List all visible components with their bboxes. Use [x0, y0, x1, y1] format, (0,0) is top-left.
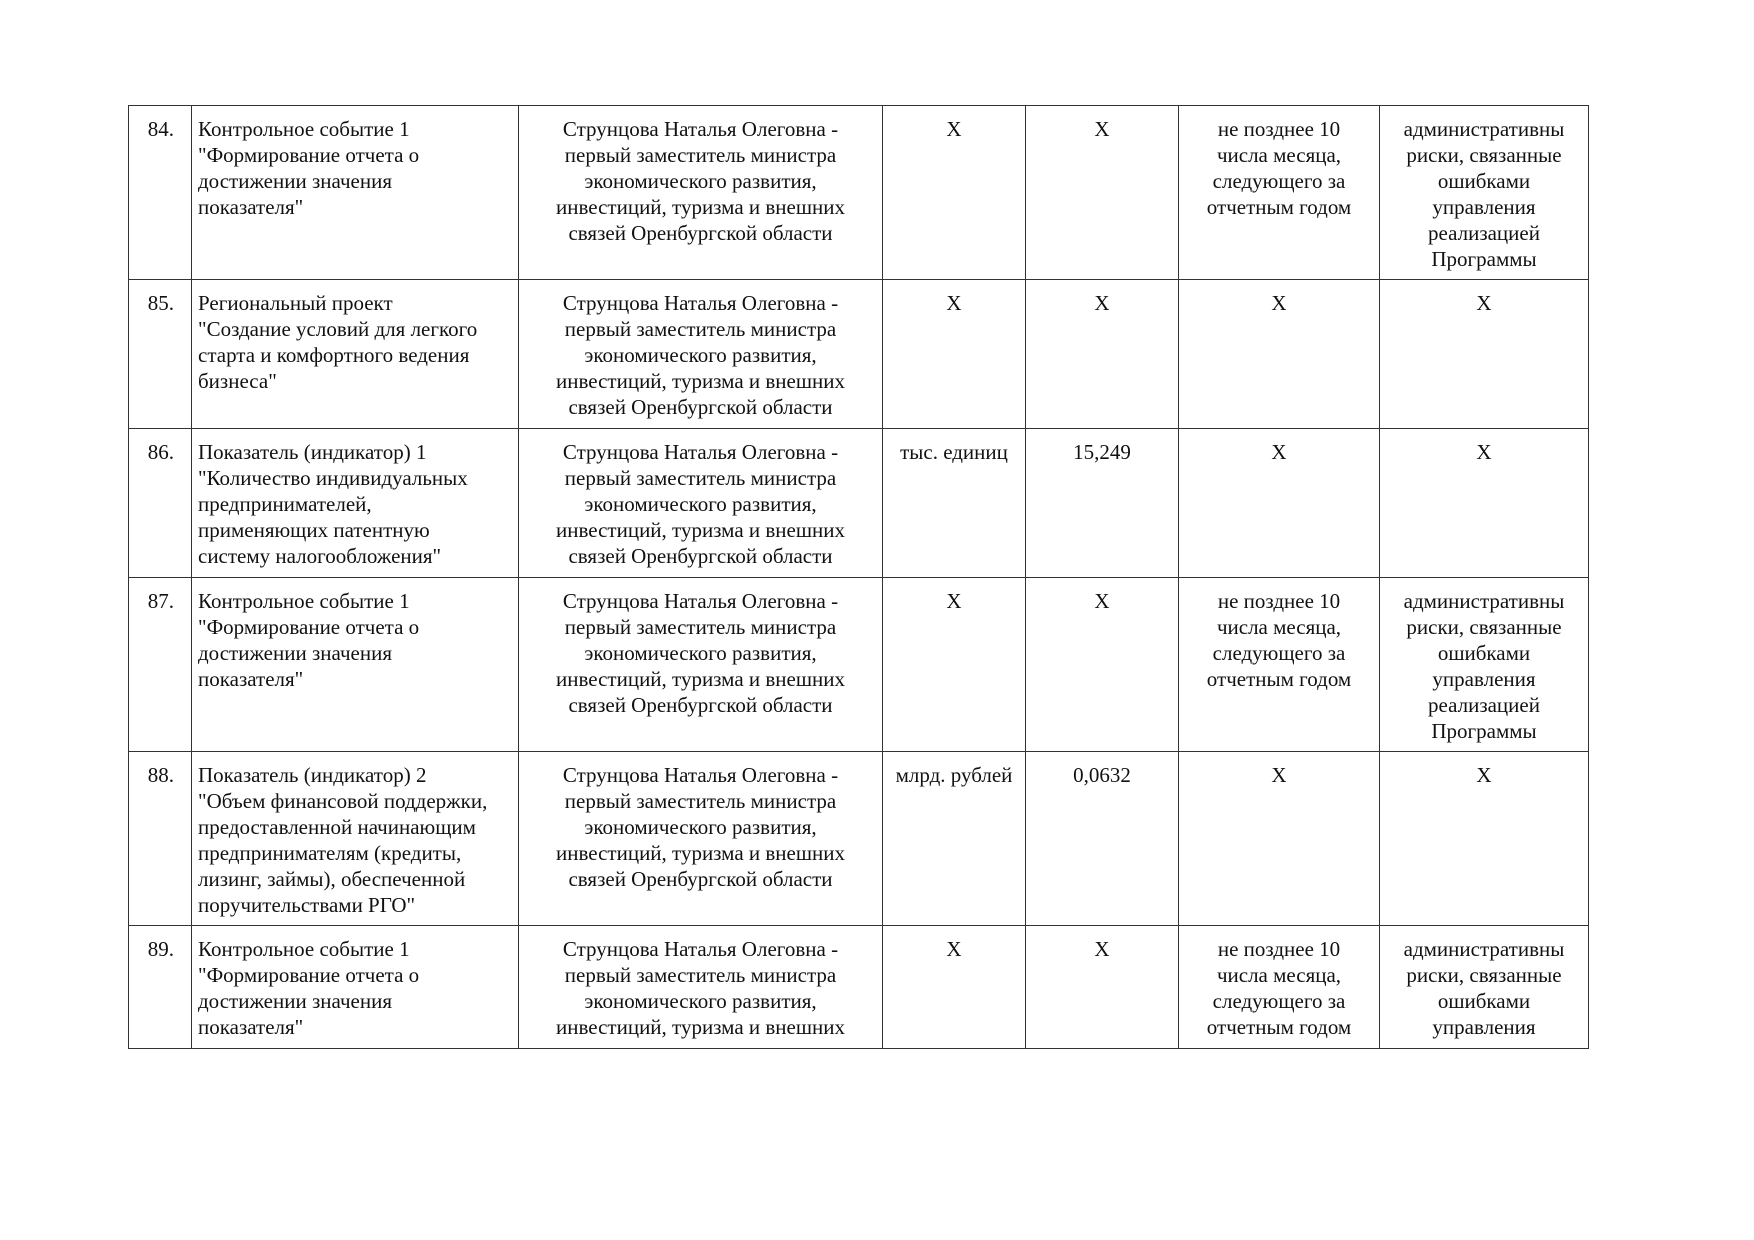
- indicator-value: 15,249: [1026, 429, 1179, 578]
- item-name: Показатель (индикатор) 1 "Количество индивидуальных предпринимателей, применяющих патентную систему налогообложения": [192, 429, 519, 578]
- responsible-person: Струнцова Наталья Олеговна - первый заместитель министра экономического развития, инвестиций, туризма и внешних связей Оренбургской области: [519, 752, 883, 926]
- item-name: Контрольное событие 1 "Формирование отчета о достижении значения показателя": [192, 926, 519, 1049]
- responsible-person: Струнцова Наталья Олеговна - первый заместитель министра экономического развития, инвестиций, туризма и внешних связей Оренбургской области: [519, 280, 883, 429]
- responsible-person: Струнцова Наталья Олеговна - первый заместитель министра экономического развития, инвестиций, туризма и внешних связей Оренбургской области: [519, 429, 883, 578]
- item-name: Контрольное событие 1 "Формирование отчета о достижении значения показателя": [192, 106, 519, 280]
- deadline: Х: [1179, 280, 1380, 429]
- item-name: Контрольное событие 1 "Формирование отчета о достижении значения показателя": [192, 578, 519, 752]
- indicator-value: Х: [1026, 926, 1179, 1049]
- responsible-person: Струнцова Наталья Олеговна - первый заместитель министра экономического развития, инвестиций, туризма и внешних: [519, 926, 883, 1049]
- deadline: Х: [1179, 429, 1380, 578]
- responsible-person: Струнцова Наталья Олеговна - первый заместитель министра экономического развития, инвестиций, туризма и внешних связей Оренбургской области: [519, 578, 883, 752]
- table-row: [129, 926, 1589, 1049]
- risk: административны риски, связанные ошибками управления реализацией Программы: [1380, 106, 1589, 280]
- item-name: Региональный проект "Создание условий для легкого старта и комфортного ведения бизнеса": [192, 280, 519, 429]
- row-number: 88.: [129, 752, 192, 926]
- table-row: [129, 578, 1589, 752]
- deadline: не позднее 10 числа месяца, следующего за отчетным годом: [1179, 106, 1380, 280]
- deadline: Х: [1179, 752, 1380, 926]
- risk: административны риски, связанные ошибками управления реализацией Программы: [1380, 578, 1589, 752]
- deadline: не позднее 10 числа месяца, следующего за отчетным годом: [1179, 578, 1380, 752]
- responsible-person: Струнцова Наталья Олеговна - первый заместитель министра экономического развития, инвестиций, туризма и внешних связей Оренбургской области: [519, 106, 883, 280]
- table-row: [129, 429, 1589, 578]
- unit-of-measure: Х: [883, 280, 1026, 429]
- table-row: [129, 280, 1589, 429]
- indicator-value: Х: [1026, 578, 1179, 752]
- unit-of-measure: Х: [883, 926, 1026, 1049]
- table-row: [129, 106, 1589, 280]
- row-number: 86.: [129, 429, 192, 578]
- deadline: не позднее 10 числа месяца, следующего за отчетным годом: [1179, 926, 1380, 1049]
- table-row: [129, 752, 1589, 926]
- risk: Х: [1380, 752, 1589, 926]
- program-table: [128, 105, 1589, 1049]
- unit-of-measure: млрд. рублей: [883, 752, 1026, 926]
- unit-of-measure: тыс. единиц: [883, 429, 1026, 578]
- risk: Х: [1380, 429, 1589, 578]
- indicator-value: Х: [1026, 280, 1179, 429]
- risk: административны риски, связанные ошибками управления: [1380, 926, 1589, 1049]
- indicator-value: 0,0632: [1026, 752, 1179, 926]
- unit-of-measure: Х: [883, 578, 1026, 752]
- row-number: 87.: [129, 578, 192, 752]
- item-name: Показатель (индикатор) 2 "Объем финансовой поддержки, предоставленной начинающим предпринимателям (кредиты, лизинг, займы), обеспеченной поручительствами РГО": [192, 752, 519, 926]
- indicator-value: Х: [1026, 106, 1179, 280]
- unit-of-measure: Х: [883, 106, 1026, 280]
- row-number: 89.: [129, 926, 192, 1049]
- risk: Х: [1380, 280, 1589, 429]
- row-number: 84.: [129, 106, 192, 280]
- row-number: 85.: [129, 280, 192, 429]
